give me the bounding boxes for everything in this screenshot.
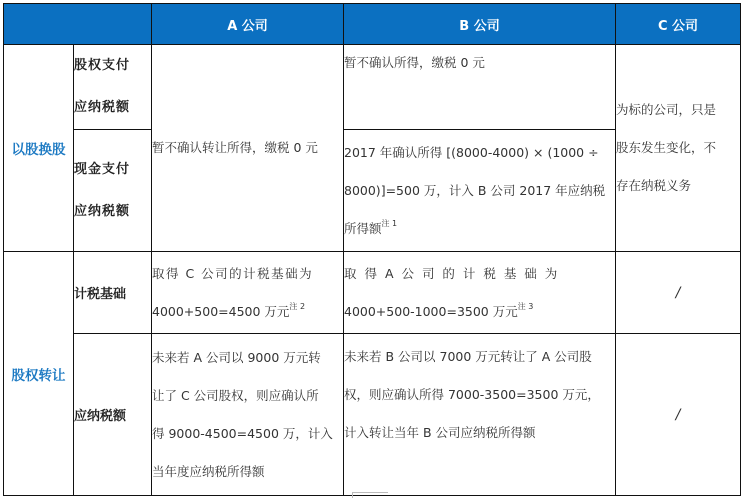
cell-cash-payment-company-b — [344, 130, 616, 252]
cell-tax-basis-company-a — [152, 252, 344, 334]
sublabel-equity-payment — [74, 45, 152, 130]
cell-text: 4000+500=4500 万元 — [152, 303, 290, 319]
cell-text-with-note — [152, 293, 343, 331]
row-equity-payment — [4, 45, 741, 130]
cell-text: 所得额 — [344, 220, 382, 236]
cell-text: 让了 C 公司股权，则应确认所 — [152, 387, 319, 403]
cell-text: 得 9000-4500=4500 万，计入 — [152, 425, 333, 441]
cell-text: 8000)]=500 万，计入 B 公司 2017 年应纳税 — [344, 182, 606, 198]
cell-text: 暂不确认所得，缴税 0 元 — [344, 55, 485, 70]
tax-comparison-table — [3, 3, 741, 496]
cell-text: 权，则应确认所得 7000-3500=3500 万元， — [344, 387, 600, 402]
header-company-b: B 公司 — [344, 4, 616, 45]
cell-text: 股东发生变化，不 — [616, 140, 717, 155]
cell-tax-payable-company-a — [152, 334, 344, 496]
sublabel-line: 应纳税额 — [74, 100, 131, 115]
sublabel-tax-basis: 计税基础 — [74, 252, 152, 334]
cell-text: 未来若 A 公司以 9000 万元转 — [152, 349, 321, 365]
cell-text: 为标的公司，只是 — [616, 102, 717, 117]
cell-text: 计入转让当年 B 公司应纳税所得额 — [344, 425, 536, 440]
cell-text: 取 得 A 公 司 的 计 税 基 础 为 — [344, 265, 560, 281]
cell-exchange-company-a — [152, 45, 344, 252]
cell-equity-payment-company-b — [344, 45, 616, 130]
cell-text-with-note — [344, 293, 615, 331]
cell-text-with-note — [344, 210, 615, 248]
cell-text: 当年度应纳税所得额 — [152, 463, 265, 479]
sublabel-cash-payment — [74, 130, 152, 252]
row-tax-payable — [4, 334, 741, 496]
selection-artifact — [352, 492, 388, 498]
sublabel-line: 现金支付 — [74, 161, 131, 177]
footnote-ref: 注 1 — [381, 218, 398, 228]
row-tax-basis — [4, 252, 741, 334]
cell-tax-payable-company-c: / — [616, 334, 741, 496]
group-label-equity-transfer: 股权转让 — [4, 252, 74, 496]
cell-text: 暂不确认转让所得，缴税 0 元 — [152, 140, 318, 155]
header-corner — [4, 4, 152, 45]
header-company-c: C 公司 — [616, 4, 741, 45]
cell-text: 存在纳税义务 — [616, 178, 692, 193]
cell-tax-basis-company-b — [344, 252, 616, 334]
footnote-ref: 注 3 — [517, 301, 534, 311]
sublabel-line: 应纳税额 — [74, 203, 131, 219]
cell-tax-payable-company-b — [344, 334, 616, 496]
cell-tax-basis-company-c: / — [616, 252, 741, 334]
group-label-share-exchange: 以股换股 — [4, 45, 74, 252]
footnote-ref: 注 2 — [289, 301, 306, 311]
cell-text: 取得 C 公司的计税基础为 — [152, 265, 314, 281]
sublabel-line: 股权支付 — [74, 58, 131, 73]
cell-text: 2017 年确认所得 [(8000-4000) × (1000 ÷ — [344, 144, 599, 160]
sublabel-tax-payable: 应纳税额 — [74, 334, 152, 496]
cell-exchange-company-c — [616, 45, 741, 252]
header-company-a: A 公司 — [152, 4, 344, 45]
cell-text: 未来若 B 公司以 7000 万元转让了 A 公司股 — [344, 349, 592, 364]
header-row — [4, 4, 741, 45]
cell-text: 4000+500-1000=3500 万元 — [344, 303, 518, 319]
